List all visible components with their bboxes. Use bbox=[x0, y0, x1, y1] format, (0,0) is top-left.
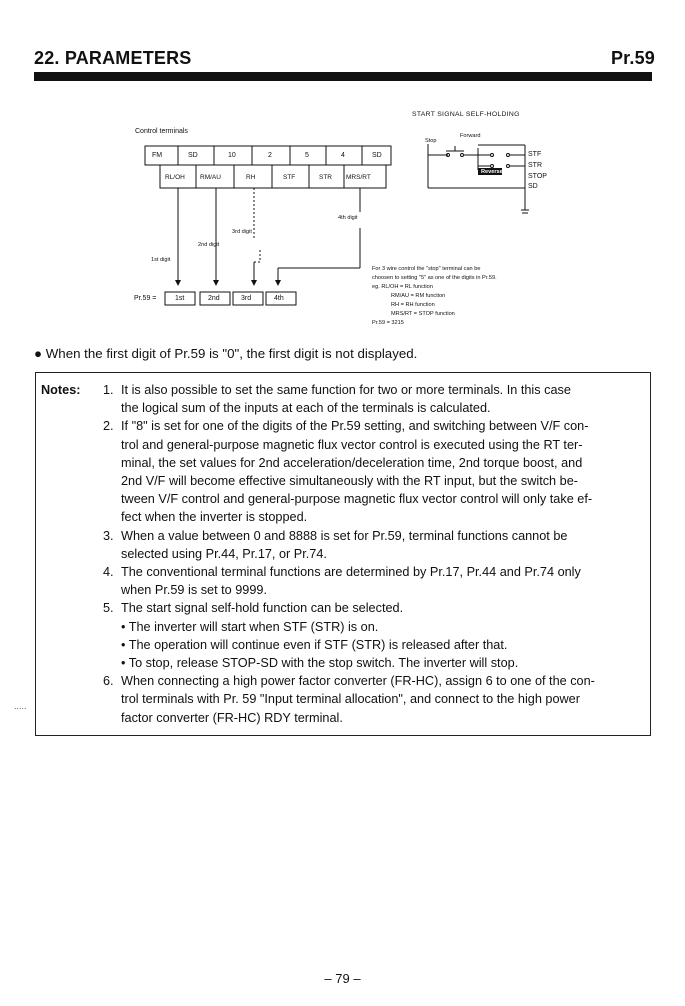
example-line: choosen to setting "5" as one of the digits in Pr.59. bbox=[372, 275, 497, 281]
terminal-stf: STF bbox=[283, 174, 296, 181]
reverse-switch-label: Reverse bbox=[481, 169, 503, 175]
pr59-box-3rd-label: 3rd bbox=[241, 295, 252, 302]
bullet-icon: ● bbox=[34, 346, 43, 361]
terminal-diagram bbox=[0, 0, 685, 340]
right-diagram-title: START SIGNAL SELF-HOLDING bbox=[412, 111, 520, 118]
terminal-str: STR bbox=[319, 174, 332, 181]
note-line: It is also possible to set the same function for two or more terminals. In this case bbox=[121, 383, 571, 397]
terminal-rh: RH bbox=[246, 174, 256, 181]
digit-label-4th: 4th digit bbox=[338, 215, 358, 221]
note-line: 2nd V/F will become effective simultaneously with the RT input, but the switch be- bbox=[121, 474, 578, 488]
control-terminals-label: Control terminals bbox=[135, 128, 188, 135]
note-line: The conventional terminal functions are determined by Pr.17, Pr.44 and Pr.74 only bbox=[121, 565, 581, 579]
example-line: MRS/RT = STOP function bbox=[391, 311, 455, 317]
note-line: trol and general-purpose magnetic flux vector control is executed using the RT ter- bbox=[121, 437, 583, 452]
note-number: 1. bbox=[103, 383, 114, 397]
terminal-2: 2 bbox=[268, 152, 272, 159]
stray-mark: ..... bbox=[14, 701, 27, 711]
note-line: The start signal self-hold function can be selected. bbox=[121, 601, 404, 616]
note-line: when Pr.59 is set to 9999. bbox=[121, 583, 267, 598]
note-line: When connecting a high power factor converter (FR-HC), assign 6 to one of the con- bbox=[121, 674, 595, 689]
example-line: eg. RL/OH = RL function bbox=[372, 284, 433, 290]
notes-label: Notes: bbox=[41, 383, 81, 397]
pr59-box-2nd-label: 2nd bbox=[208, 295, 220, 302]
pr59-box-1st-label: 1st bbox=[175, 295, 185, 302]
digit-label-1st: 1st digit bbox=[151, 257, 171, 263]
stop-switch-label: Stop bbox=[425, 138, 437, 144]
note-number: 2. bbox=[103, 419, 114, 434]
pr59-box-4th-label: 4th bbox=[274, 295, 284, 302]
example-line: Pr.59 = 3215 bbox=[372, 320, 404, 326]
note-line: When a value between 0 and 8888 is set for Pr.59, terminal functions cannot be bbox=[121, 528, 568, 543]
note-number: 5. bbox=[103, 601, 114, 616]
terminal-rm-au: RM/AU bbox=[200, 174, 221, 181]
right-terminal-stop: STOP bbox=[528, 173, 547, 180]
terminal-sd-2: SD bbox=[372, 152, 382, 159]
note-line: fect when the inverter is stopped. bbox=[121, 510, 308, 525]
right-terminal-sd: SD bbox=[528, 183, 538, 190]
note-line: tween V/F control and general-purpose magnetic flux vector control will only take ef- bbox=[121, 492, 593, 507]
page-number: – 79 – bbox=[324, 971, 361, 986]
note-line: minal, the set values for 2nd acceleration/deceleration time, 2nd torque boost, and bbox=[121, 455, 583, 470]
terminal-sd-1: SD bbox=[188, 152, 198, 159]
note-line: trol terminals with Pr. 59 "Input terminal allocation", and connect to the high power bbox=[121, 692, 580, 707]
note-number: 6. bbox=[103, 674, 114, 689]
note-line: selected using Pr.44, Pr.17, or Pr.74. bbox=[121, 546, 327, 561]
note-number: 3. bbox=[103, 528, 114, 543]
note-line: • The operation will continue even if STF (STR) is released after that. bbox=[121, 637, 508, 652]
example-line: RM/AU = RM function bbox=[391, 293, 446, 299]
note-line: factor converter (FR-HC) RDY terminal. bbox=[121, 710, 343, 725]
note-line: the logical sum of the inputs at each of the terminals is calculated. bbox=[121, 401, 491, 416]
note-line: • To stop, release STOP-SD with the stop switch. The inverter will stop. bbox=[121, 656, 519, 670]
terminal-rl-oh: RL/OH bbox=[165, 174, 185, 181]
first-digit-note bbox=[34, 346, 417, 361]
right-terminal-str: STR bbox=[528, 162, 542, 169]
note-line: • The inverter will start when STF (STR) is on. bbox=[121, 619, 379, 634]
terminal-mrs-rt: MRS/RT bbox=[346, 174, 371, 181]
right-terminal-stf: STF bbox=[528, 151, 542, 158]
example-line: For 3 wire control the "stop" terminal can be bbox=[372, 266, 481, 272]
forward-switch-label: Forward bbox=[460, 133, 481, 139]
terminal-4: 4 bbox=[341, 152, 345, 159]
pr59-label: Pr.59 = bbox=[134, 295, 157, 302]
terminal-10: 10 bbox=[228, 152, 236, 159]
note-line: If "8" is set for one of the digits of the Pr.59 setting, and switching between V/F con- bbox=[121, 419, 589, 434]
first-digit-note-text: When the first digit of Pr.59 is "0", the first digit is not displayed. bbox=[45, 346, 418, 361]
note-number: 4. bbox=[103, 565, 114, 579]
page-title: 22. PARAMETERS bbox=[34, 48, 192, 68]
parameter-code: Pr.59 bbox=[610, 48, 655, 68]
digit-label-2nd: 2nd digit bbox=[198, 242, 220, 248]
digit-label-3rd: 3rd digit bbox=[232, 229, 252, 235]
terminal-5: 5 bbox=[305, 152, 309, 159]
terminal-fm: FM bbox=[152, 152, 163, 159]
example-line: RH = RH function bbox=[391, 302, 435, 308]
